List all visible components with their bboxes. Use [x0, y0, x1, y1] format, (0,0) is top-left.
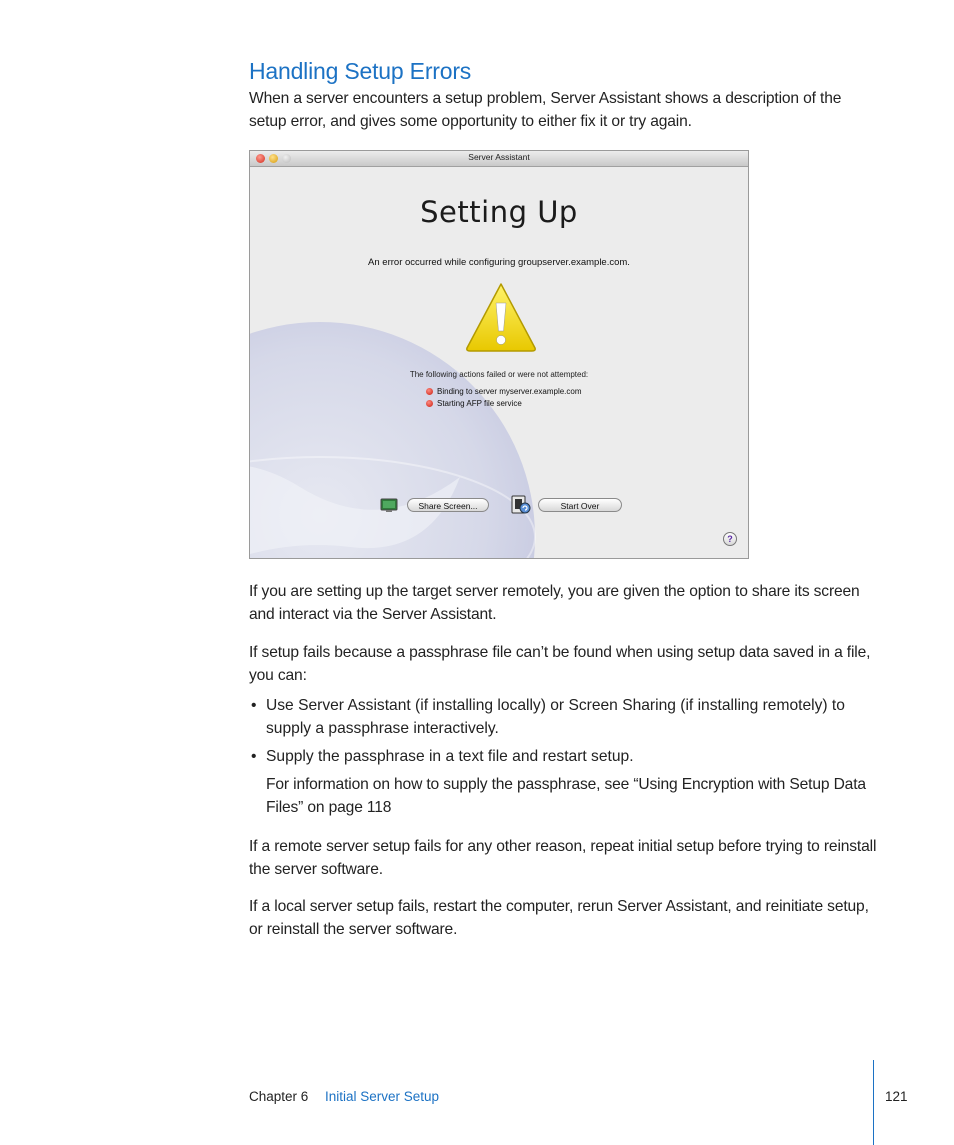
failed-action-item [426, 399, 522, 408]
share-screen-button[interactable]: Share Screen... [407, 498, 489, 512]
start-over-button[interactable]: Start Over [538, 498, 622, 512]
body-paragraph-1: If you are setting up the target server remotely, you are given the option to share its screen and interact via the Server Assistant. [249, 583, 860, 623]
body-paragraph-3: If a remote server setup fails for any other reason, repeat initial setup before trying to reinstall the server software. [249, 838, 877, 878]
window-title: Server Assistant [468, 152, 530, 162]
list-item-text: Use Server Assistant (if installing locally) or Screen Sharing (if installing remotely) to supply a passphrase interactively. [266, 697, 845, 737]
restart-icon [510, 495, 532, 515]
window-content [250, 167, 748, 559]
footer-chapter: Chapter 6 [249, 1089, 309, 1104]
footer-chapter-title[interactable]: Initial Server Setup [325, 1089, 440, 1104]
body-paragraph-2: If setup fails because a passphrase file can’t be found when using setup data saved in a file, you can: [249, 644, 871, 684]
body-paragraph-4: If a local server setup fails, restart the computer, rerun Server Assistant, and reinitiate setup, or reinstall the server software. [249, 898, 869, 938]
footer-divider [873, 1060, 874, 1145]
bullet-icon: • [251, 748, 257, 765]
warning-icon [465, 281, 537, 353]
screen-sharing-icon [380, 498, 398, 513]
error-dot-icon [426, 388, 433, 395]
window-titlebar [250, 151, 748, 167]
server-assistant-screenshot [249, 150, 749, 559]
failed-action-label: Binding to server myserver.example.com [437, 387, 582, 396]
globe-background-icon [250, 317, 540, 559]
section-title: Handling Setup Errors [249, 58, 472, 84]
list-item [249, 745, 879, 768]
failed-actions-header: The following actions failed or were not attempted: [409, 370, 589, 379]
page-number: 121 [885, 1089, 908, 1104]
bullet-note: For information on how to supply the passphrase, see “Using Encryption with Setup Data Files” on page 118 [266, 776, 866, 816]
list-item [249, 694, 879, 740]
help-icon[interactable]: ? [723, 532, 737, 546]
failed-action-item [426, 387, 582, 396]
intro-paragraph: When a server encounters a setup problem, Server Assistant shows a description of the setup error, and gives some opportunity to either fix it or try again. [249, 90, 842, 130]
list-item-text: Supply the passphrase in a text file and restart setup. [266, 748, 634, 765]
bullet-icon: • [251, 697, 257, 714]
setup-heading: Setting Up [420, 195, 578, 229]
error-message: An error occurred while configuring groupserver.example.com. [368, 257, 630, 268]
failed-action-label: Starting AFP file service [437, 399, 522, 408]
error-dot-icon [426, 400, 433, 407]
